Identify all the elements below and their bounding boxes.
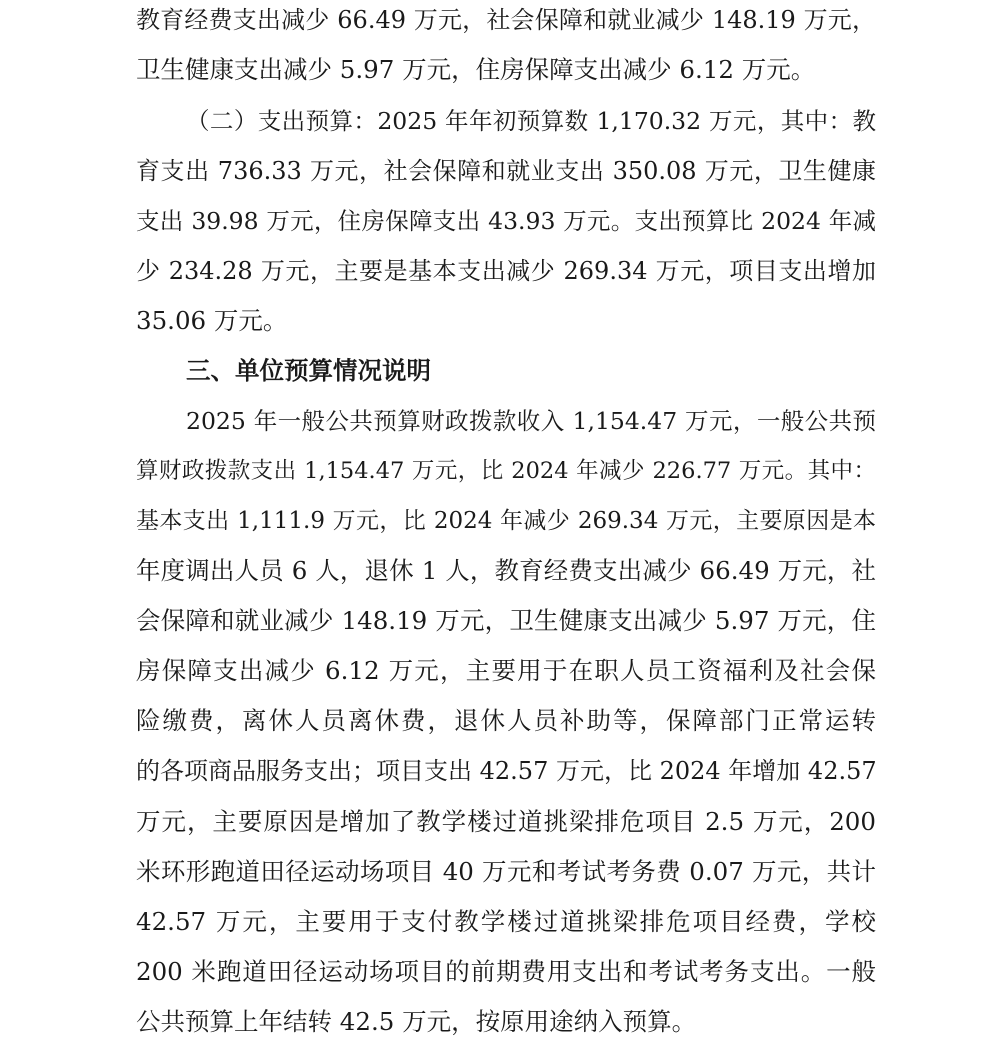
text-line-4: 育支出 736.33 万元，社会保障和就业支出 350.08 万元，卫生健康: [136, 157, 876, 185]
text-line-13: 会保障和就业减少 148.19 万元，卫生健康支出减少 5.97 万元，住: [136, 606, 876, 635]
text-line-6: 少 234.28 万元，主要是基本支出减少 269.34 万元，项目支出增加: [136, 257, 876, 285]
text-line-18: 米环形跑道田径运动场项目 40 万元和考试考务费 0.07 万元，共计: [136, 857, 876, 886]
text-line-12: 年度调出人员 6 人，退休 1 人，教育经费支出减少 66.49 万元，社: [136, 556, 876, 585]
text-line-21: 公共预算上年结转 42.5 万元，按原用途纳入预算。: [136, 1007, 697, 1036]
text-line-15: 险缴费，离休人员离休费，退休人员补助等，保障部门正常运转: [136, 706, 876, 735]
text-line-9: 2025 年一般公共预算财政拨款收入 1,154.47 万元，一般公共预: [186, 407, 876, 435]
text-line-14: 房保障支出减少 6.12 万元，主要用于在职人员工资福利及社会保: [136, 656, 876, 685]
text-line-2: 卫生健康支出减少 5.97 万元，住房保障支出减少 6.12 万元。: [136, 55, 816, 84]
text-line-1: 教育经费支出减少 66.49 万元，社会保障和就业减少 148.19 万元，: [136, 6, 876, 34]
text-line-11: 基本支出 1,111.9 万元，比 2024 年减少 269.34 万元，主要原因是本: [136, 508, 876, 534]
text-line-7: 35.06 万元。: [136, 306, 288, 335]
text-line-10: 算财政拨款支出 1,154.47 万元，比 2024 年减少 226.77 万元。其中：: [136, 458, 876, 484]
text-line-20: 200 米跑道田径运动场项目的前期费用支出和考试考务支出。一般: [136, 957, 876, 986]
text-line-16: 的各项商品服务支出；项目支出 42.57 万元，比 2024 年增加 42.57: [136, 757, 877, 785]
text-line-17: 万元，主要原因是增加了教学楼过道挑梁排危项目 2.5 万元，200: [136, 807, 876, 836]
text-line-19: 42.57 万元，主要用于支付教学楼过道挑梁排危项目经费，学校: [136, 907, 876, 936]
text-line-3: （二）支出预算：2025 年年初预算数 1,170.32 万元，其中：教: [186, 107, 876, 135]
text-line-5: 支出 39.98 万元，住房保障支出 43.93 万元。支出预算比 2024 年减: [136, 207, 876, 235]
section-heading: 三、单位预算情况说明: [186, 356, 431, 385]
